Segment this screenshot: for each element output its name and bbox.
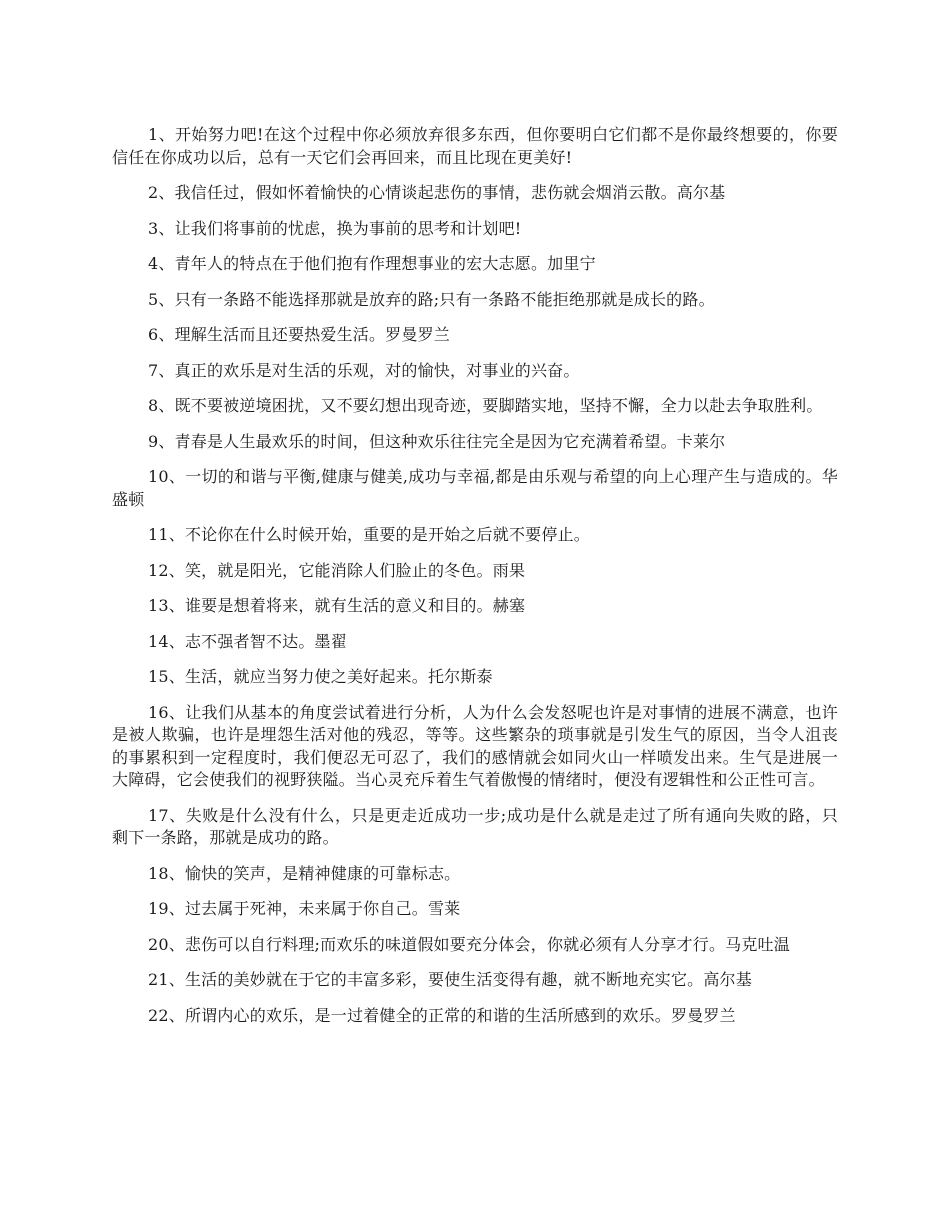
quote-paragraph-15: 15、生活，就应当努力使之美好起来。托尔斯泰 <box>148 667 493 686</box>
quote-paragraph-18: 18、愉快的笑声，是精神健康的可靠标志。 <box>148 863 461 883</box>
quote-paragraph-13: 13、谁要是想着将来，就有生活的意义和目的。赫塞 <box>148 596 526 615</box>
document-body <box>112 124 838 1040</box>
quote-paragraph-12: 12、笑，就是阳光，它能消除人们脸止的冬色。雨果 <box>148 560 526 580</box>
quote-paragraph-2: 2、我信任过，假如怀着愉快的心情谈起悲伤的事情，悲伤就会烟消云散。高尔基 <box>148 183 726 202</box>
quote-paragraph-16: 16、让我们从基本的角度尝试着进行分析，人为什么会发怒呢也许是对事情的进展不满意，也许是被人欺骗，也许是埋怨生活对他的残忍，等等。这些繁杂的琐事就是引发生气的原因，当令人沮丧的事累积到一定程度时，我们便忍无可忍了，我们的感情就会如同火山一样喷发出来。生气是进展一大障碍，它会使我们的视野狭隘。当心灵充斥着生气着傲慢的情绪时，便没有逻辑性和公正性可言。 <box>112 702 838 789</box>
quote-paragraph-7: 7、真正的欢乐是对生活的乐观，对的愉快，对事业的兴奋。 <box>148 360 580 380</box>
quote-paragraph-3: 3、让我们将事前的忧虑，换为事前的思考和计划吧! <box>148 218 522 238</box>
quote-paragraph-11: 11、不论你在什么时候开始，重要的是开始之后就不要停止。 <box>148 525 590 544</box>
quote-paragraph-20: 20、悲伤可以自行料理;而欢乐的味道假如要充分体会，你就必须有人分享才行。马克吐温 <box>148 934 790 954</box>
quote-paragraph-17: 17、失败是什么没有什么，只是更走近成功一步;成功是什么就是走过了所有通向失败的路，只剩下一条路，那就是成功的路。 <box>112 805 838 847</box>
quote-paragraph-6: 6、理解生活而且还要热爱生活。罗曼罗兰 <box>148 325 450 344</box>
quote-paragraph-8: 8、既不要被逆境困扰，又不要幻想出现奇迹，要脚踏实地，坚持不懈，全力以赴去争取胜利。 <box>148 396 823 415</box>
quote-paragraph-4: 4、青年人的特点在于他们抱有作理想事业的宏大志愿。加里宁 <box>148 254 596 273</box>
quote-paragraph-5: 5、只有一条路不能选择那就是放弃的路;只有一条路不能拒绝那就是成长的路。 <box>148 289 715 309</box>
quote-paragraph-9: 9、青春是人生最欢乐的时间，但这种欢乐往往完全是因为它充满着希望。卡莱尔 <box>148 431 726 451</box>
quote-paragraph-1: 1、开始努力吧!在这个过程中你必须放弃很多东西，但你要明白它们都不是你最终想要的，你要信任在你成功以后，总有一天它们会再回来，而且比现在更美好! <box>112 125 838 167</box>
quote-paragraph-19: 19、过去属于死神，未来属于你自己。雪莱 <box>148 899 461 918</box>
quote-paragraph-21: 21、生活的美妙就在于它的丰富多彩，要使生活变得有趣，就不断地充实它。高尔基 <box>148 970 752 989</box>
quote-paragraph-14: 14、志不强者智不达。墨翟 <box>148 631 347 651</box>
quote-paragraph-22: 22、所谓内心的欢乐，是一过着健全的正常的和谐的生活所感到的欢乐。罗曼罗兰 <box>148 1005 736 1025</box>
quote-paragraph-10: 10、一切的和谐与平衡,健康与健美,成功与幸福,都是由乐观与希望的向上心理产生与造成的。华盛顿 <box>112 467 838 509</box>
